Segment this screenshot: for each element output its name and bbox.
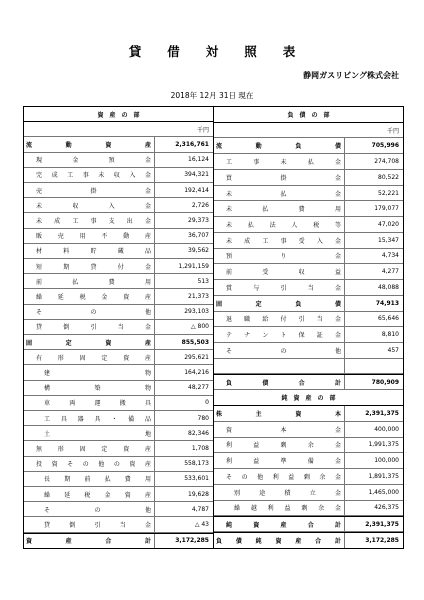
table-row [24, 244, 213, 259]
row-label: 固 定 負 債 [216, 300, 341, 308]
table-row [24, 335, 213, 350]
row-value: 1,291,159 [154, 259, 213, 273]
unit-label: 千円 [214, 123, 403, 139]
row-label: 買 掛 金 [226, 174, 341, 182]
document-title: 貸借対照表 [128, 44, 322, 59]
row-value: 19,628 [154, 487, 213, 501]
row-label: 負 債 純 資 産 合 計 [216, 538, 341, 545]
row-value: 2,391,375 [344, 406, 403, 421]
row-value: 39,562 [154, 244, 213, 258]
row-value: 15,347 [344, 233, 403, 248]
row-value: 192,414 [154, 183, 213, 197]
row-value: 179,077 [344, 201, 403, 216]
row-label: 材 料 貯 蔵 品 [36, 248, 151, 256]
table-row [214, 469, 403, 485]
row-value: 100,000 [344, 453, 403, 468]
table-row [214, 406, 403, 422]
table-row [24, 457, 213, 472]
row-label: 土 地 [44, 430, 151, 438]
table-row [24, 274, 213, 289]
row-label: 負 債 合 計 [226, 379, 341, 387]
row-value: 780,909 [344, 375, 403, 389]
row-label: 賞 与 引 当 金 [226, 284, 341, 292]
table-row [214, 343, 403, 359]
row-value: 82,346 [154, 426, 213, 440]
table-row [24, 472, 213, 487]
row-value: 48,088 [344, 280, 403, 295]
table-row [214, 453, 403, 469]
row-label: 長 期 前 払 費 用 [44, 476, 151, 484]
row-label: 販 売 用 不 動 産 [36, 233, 151, 241]
table-row [214, 217, 403, 233]
row-label: 未 払 法 人 税 等 [226, 222, 341, 229]
row-label: 資 産 合 計 [26, 538, 151, 546]
row-label: 固 定 資 産 [26, 339, 151, 347]
row-label: 短 期 貸 付 金 [36, 263, 151, 271]
table-row [214, 438, 403, 454]
row-label: 繰 延 税 金 資 産 [44, 491, 151, 499]
row-value: △ 43 [154, 517, 213, 531]
row-value: 29,373 [154, 213, 213, 227]
row-label: 預 り 金 [226, 253, 341, 261]
balance-sheet-table [23, 106, 404, 549]
row-label: 未 成 工 事 受 入 金 [226, 237, 341, 245]
table-row [214, 359, 403, 375]
row-value: 65,646 [344, 312, 403, 327]
row-label: 利 益 剰 余 金 [226, 442, 341, 450]
row-value: 0 [154, 396, 213, 410]
row-label: 車 両 運 搬 具 [44, 400, 151, 408]
assets-column [24, 107, 214, 548]
row-value: 16,124 [154, 153, 213, 167]
table-row [24, 153, 213, 168]
row-label: 売 掛 金 [36, 187, 151, 195]
table-row [24, 305, 213, 320]
row-value: 80,522 [344, 170, 403, 185]
row-value: 4,734 [344, 249, 403, 264]
row-value [344, 359, 403, 374]
row-label: 貸 倒 引 当 金 [44, 522, 151, 530]
table-row [214, 249, 403, 265]
row-label: 株 主 資 本 [216, 410, 341, 418]
row-value: 4,787 [154, 502, 213, 516]
table-row [24, 320, 213, 335]
row-value: 293,103 [154, 305, 213, 319]
row-value: 394,321 [154, 168, 213, 182]
row-value: 48,277 [154, 381, 213, 395]
row-label: 繰 延 税 金 資 産 [36, 294, 151, 302]
row-label: 工 事 未 払 金 [226, 159, 341, 167]
table-row [214, 296, 403, 312]
table-row [24, 289, 213, 304]
row-label: 前 受 収 益 [226, 269, 341, 277]
row-value: 1,465,000 [344, 485, 403, 500]
row-label: 利 益 準 備 金 [226, 458, 341, 466]
row-value: 513 [154, 274, 213, 288]
row-label: そ の 他 利 益 剰 余 金 [226, 473, 341, 481]
table-row [214, 422, 403, 438]
table-row [214, 170, 403, 186]
row-label: そ の 他 [44, 506, 151, 514]
row-value: 3,172,285 [154, 534, 213, 548]
row-value: 558,173 [154, 457, 213, 471]
table-row [24, 517, 213, 532]
row-value: 8,810 [344, 327, 403, 342]
table-row [214, 154, 403, 170]
row-label: そ の 他 [226, 347, 341, 355]
row-label: 投 資 そ の 他 の 資 産 [36, 461, 151, 469]
liabilities-net-assets-column [214, 107, 403, 548]
row-value: △ 800 [154, 320, 213, 334]
row-value: 705,996 [344, 138, 403, 153]
row-value: 47,020 [344, 217, 403, 232]
row-value: 274,708 [344, 154, 403, 169]
table-row [24, 411, 213, 426]
table-row [24, 426, 213, 441]
row-label: 貸 倒 引 当 金 [36, 324, 151, 332]
row-label: 未 払 金 [226, 190, 341, 198]
row-value: 295,621 [154, 350, 213, 364]
table-row [24, 502, 213, 517]
row-value: 400,000 [344, 422, 403, 437]
table-row [24, 396, 213, 411]
table-row [214, 201, 403, 217]
table-row [24, 533, 213, 548]
company-name: 静岡ガスリビング株式会社 [303, 71, 399, 80]
row-value: 164,216 [154, 365, 213, 379]
liabilities-header: 負 債 の 部 [214, 107, 403, 123]
table-row [24, 441, 213, 456]
table-row [214, 327, 403, 343]
table-row [24, 213, 213, 228]
table-row [214, 516, 403, 532]
table-row [214, 374, 403, 390]
row-value: 36,707 [154, 229, 213, 243]
row-value: 1,891,375 [344, 469, 403, 484]
table-row [214, 233, 403, 249]
assets-header: 資 産 の 部 [24, 107, 213, 122]
row-label: 未 成 工 事 支 出 金 [36, 218, 151, 226]
row-label: 完 成 工 事 未 収 入 金 [36, 172, 151, 180]
row-value: 426,375 [344, 501, 403, 516]
row-value: 2,391,375 [344, 517, 403, 531]
row-value: 21,373 [154, 289, 213, 303]
table-row [214, 485, 403, 501]
row-value: 52,221 [344, 186, 403, 201]
net-assets-header: 純 資 産 の 部 [214, 390, 403, 406]
row-label: 建 物 [44, 370, 151, 378]
table-row [24, 183, 213, 198]
table-row [214, 532, 403, 548]
row-label: 前 払 費 用 [36, 278, 151, 286]
row-label: 流 動 負 債 [216, 143, 341, 151]
table-row [214, 138, 403, 154]
table-row [24, 168, 213, 183]
table-row [214, 186, 403, 202]
row-label: 未 収 入 金 [36, 202, 151, 210]
table-row [24, 137, 213, 152]
row-label: 資 本 金 [226, 426, 341, 434]
table-row [24, 198, 213, 213]
table-row [214, 312, 403, 328]
table-row [24, 487, 213, 502]
row-label: テ ナ ン ト 保 証 金 [226, 332, 341, 340]
row-value: 457 [344, 343, 403, 358]
row-value: 780 [154, 411, 213, 425]
row-label: 工 具 器 具 ・ 備 品 [44, 415, 151, 423]
row-value: 855,503 [154, 335, 213, 349]
row-value: 1,708 [154, 441, 213, 455]
row-value: 2,726 [154, 198, 213, 212]
row-label: 退 職 給 付 引 当 金 [226, 316, 341, 324]
table-row [214, 280, 403, 296]
row-value: 4,277 [344, 264, 403, 279]
table-row [24, 365, 213, 380]
report-date: 2018年 12月 31日 現在 [170, 91, 254, 100]
row-value: 74,913 [344, 296, 403, 311]
row-value: 2,316,761 [154, 137, 213, 151]
row-label: 繰 越 利 益 剰 余 金 [234, 505, 341, 513]
table-row [24, 259, 213, 274]
row-label: そ の 他 [36, 309, 151, 317]
row-label: 現 金 預 金 [36, 157, 151, 165]
row-value: 533,601 [154, 472, 213, 486]
row-label: 流 動 資 産 [26, 142, 151, 149]
row-label: 未 払 費 用 [226, 206, 341, 214]
table-row [24, 229, 213, 244]
table-row [24, 381, 213, 396]
row-label: 有 形 固 定 資 産 [36, 354, 151, 362]
row-label: 構 築 物 [44, 385, 151, 393]
row-label: 純 資 産 合 計 [226, 521, 341, 529]
table-row [214, 501, 403, 517]
row-label: 無 形 固 定 資 産 [36, 446, 151, 454]
table-row [214, 264, 403, 280]
table-row [24, 350, 213, 365]
unit-label: 千円 [24, 122, 213, 137]
row-label: 別 途 積 立 金 [234, 489, 341, 497]
row-value: 3,172,285 [344, 533, 403, 548]
row-value: 1,991,375 [344, 438, 403, 453]
